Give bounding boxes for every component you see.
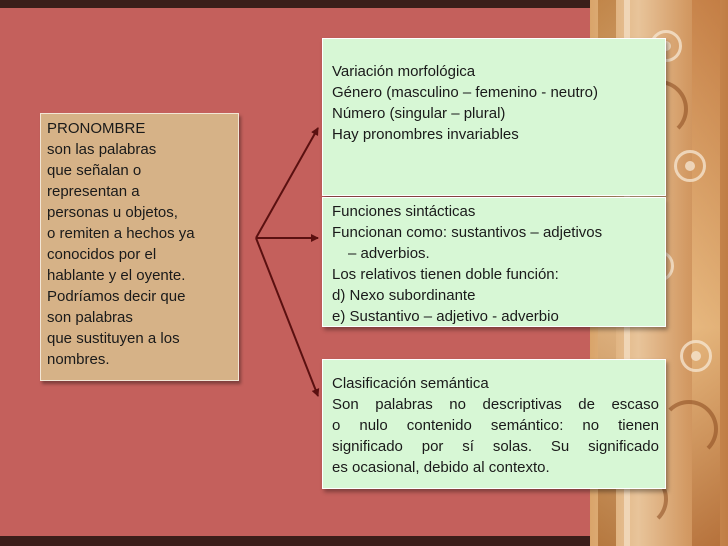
definition-line: son las palabras	[47, 141, 157, 158]
definition-line: que señalan o	[47, 162, 142, 179]
definition-line: representan a	[47, 183, 140, 200]
morphology-line: Género (masculino – femenino - neutro)	[332, 84, 598, 101]
syntax-box	[322, 197, 666, 327]
pronombre-definition-box	[40, 113, 239, 381]
morphology-line: Hay pronombres invariables	[332, 126, 519, 143]
morphology-title: Variación morfológica	[332, 63, 476, 80]
syntax-list-item: e) Sustantivo – adjetivo - adverbio	[332, 308, 559, 325]
definition-line: Podríamos decir que	[47, 288, 186, 305]
definition-line: que sustituyen a los	[47, 330, 180, 347]
definition-line: o remiten a hechos ya	[47, 225, 195, 242]
definition-line: personas u objetos,	[47, 204, 178, 221]
morphology-box	[322, 38, 666, 196]
definition-line: nombres.	[47, 351, 110, 368]
arrow-to-semantic	[256, 238, 318, 396]
semantic-line: es ocasional, debido al contexto.	[332, 459, 550, 476]
semantic-line: significado por sí solas. Su significado	[332, 438, 659, 455]
syntax-list-item: d) Nexo subordinante	[332, 287, 476, 304]
arrow-to-morphology	[256, 128, 318, 238]
syntax-line: Funcionan como: sustantivos – adjetivos	[332, 224, 603, 241]
semantic-line: o nulo contenido semántico: no tienen	[332, 417, 659, 434]
syntax-title: Funciones sintácticas	[332, 203, 476, 220]
semantic-line: Son palabras no descriptivas de escaso	[332, 396, 659, 413]
syntax-line: – adverbios.	[348, 245, 430, 262]
semantic-box	[322, 359, 666, 489]
definition-line: hablante y el oyente.	[47, 267, 186, 284]
definition-line: conocidos por el	[47, 246, 157, 263]
definition-line: PRONOMBRE	[47, 120, 146, 137]
morphology-line: Número (singular – plural)	[332, 105, 506, 122]
semantic-title: Clasificación semántica	[332, 375, 489, 392]
syntax-line: Los relativos tienen doble función:	[332, 266, 559, 283]
definition-line: son palabras	[47, 309, 133, 326]
